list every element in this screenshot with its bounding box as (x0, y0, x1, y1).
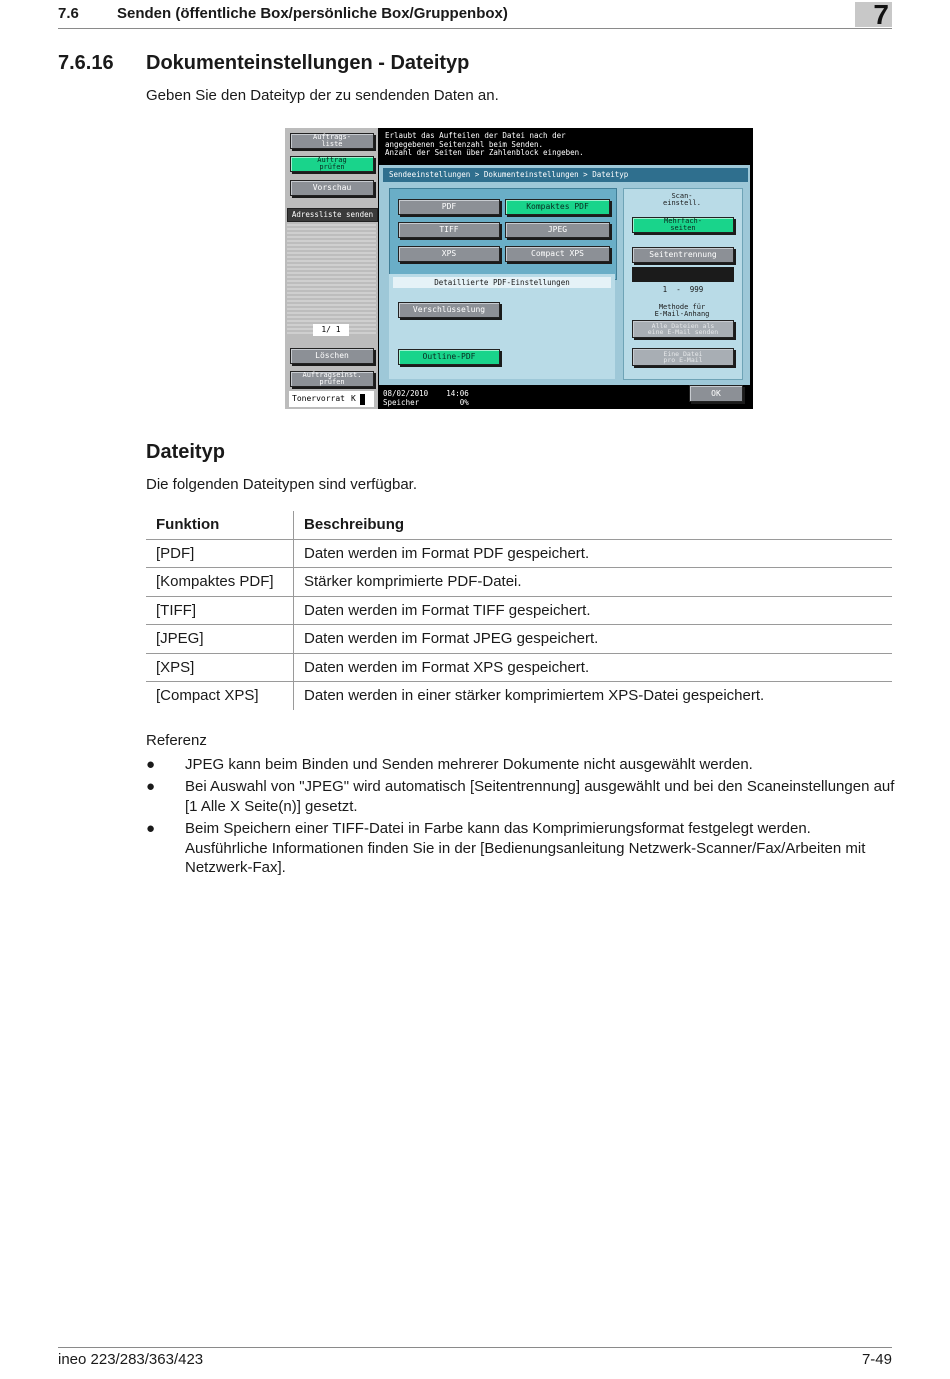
table-row (146, 682, 892, 711)
file-type-table (146, 511, 892, 711)
table-row (146, 625, 892, 654)
header-rule (58, 28, 892, 29)
toner-level-bar (360, 394, 365, 405)
table-header-function: Funktion (146, 511, 294, 539)
table-cell-function: [TIFF] (146, 596, 294, 625)
chapter-number: 7 (873, 0, 889, 30)
table-cell-description: Daten werden im Format PDF gespeichert. (294, 539, 893, 568)
delete-button[interactable]: Löschen (290, 348, 374, 364)
page-range-label: 1 - 999 (662, 285, 704, 294)
table-cell-function: [Kompaktes PDF] (146, 568, 294, 597)
file-type-pdf-button[interactable]: PDF (398, 199, 500, 215)
table-header-row (146, 511, 892, 539)
table-cell-function: [Compact XPS] (146, 682, 294, 711)
section-number: 7.6.16 (58, 52, 114, 74)
chapter-tab (855, 0, 892, 30)
control-panel-screenshot (285, 128, 753, 409)
date-time: 08/02/2010 14:06 (383, 389, 469, 398)
file-type-jpeg-button[interactable]: JPEG (505, 222, 610, 238)
memory-status: Speicher 0% (383, 398, 469, 407)
left-panel-list-area (287, 224, 376, 334)
pdf-settings-heading: Detaillierte PDF-Einstellungen (393, 277, 611, 288)
table-row (146, 596, 892, 625)
reference-item-text: Bei Auswahl von "JPEG" wird automatisch [Seitentrennung] ausgewählt und bei den Scaneinstellungen auf [1 Alle X Seite(n)] gesetzt. (185, 778, 895, 815)
file-type-compact-pdf-button[interactable]: Kompaktes PDF (505, 199, 610, 215)
one-file-per-email-button[interactable]: Eine Datei pro E-Mail (632, 348, 734, 366)
footer-model: ineo 223/283/363/423 (58, 1351, 204, 1368)
toner-label: Tonervorrat (292, 394, 345, 403)
check-job-button[interactable]: Auftrag prüfen (290, 156, 374, 172)
table-header-description: Beschreibung (304, 516, 405, 534)
file-type-xps-button[interactable]: XPS (398, 246, 500, 262)
table-cell-description: Stärker komprimierte PDF-Datei. (294, 568, 893, 597)
table-row (146, 539, 892, 568)
help-message: Erlaubt das Aufteilen der Datei nach der angegebenen Seitenzahl beim Senden. Anzahl der Seiten über Zahlenblock eingeben. (385, 131, 584, 157)
section-title: Dokumenteinstellungen - Dateityp (146, 52, 470, 74)
file-type-compact-xps-button[interactable]: Compact XPS (505, 246, 610, 262)
reference-label: Referenz (146, 732, 207, 749)
address-list-send-tab[interactable]: Adressliste senden (287, 208, 378, 222)
toner-color-label: K (351, 394, 356, 403)
table-row (146, 653, 892, 682)
page-counter: 1/ 1 (313, 324, 349, 336)
section-intro: Geben Sie den Dateityp der zu sendenden Daten an. (146, 87, 499, 104)
job-list-button[interactable]: Auftrags- liste (290, 133, 374, 149)
reference-item-text: JPEG kann beim Binden und Senden mehrerer Dokumente nicht ausgewählt werden. (185, 756, 753, 773)
email-method-label: Methode für E-Mail-Anhang (654, 303, 710, 318)
page-separation-button[interactable]: Seitentrennung (632, 247, 734, 263)
table-row (146, 568, 892, 597)
bullet-icon: ● (146, 756, 156, 773)
table-cell-function: [JPEG] (146, 625, 294, 654)
multi-page-button[interactable]: Mehrfach- seiten (632, 217, 734, 233)
footer-rule (58, 1347, 892, 1348)
file-type-tiff-button[interactable]: TIFF (398, 222, 500, 238)
footer-page-number: 7-49 (861, 1351, 892, 1368)
toner-status (289, 391, 374, 407)
all-files-one-email-button[interactable]: Alle Dateien als eine E-Mail senden (632, 320, 734, 338)
subsection-title: Dateityp (146, 441, 225, 463)
check-job-settings-button[interactable]: Auftragseinst. prüfen (290, 371, 374, 387)
encryption-button[interactable]: Verschlüsselung (398, 302, 500, 318)
ok-button[interactable]: OK (689, 385, 743, 402)
table-cell-description: Daten werden in einer stärker komprimiertem XPS-Datei gespeichert. (294, 682, 893, 711)
reference-item-text: Beim Speichern einer TIFF-Datei in Farbe kann das Komprimierungsformat festgelegt werden. Ausführliche Informationen finden Sie in der [Bedienungsanleitung Netzwerk-Scanner/Fax/Arbeiten mit Netzwerk-Fax]. (185, 820, 866, 876)
table-cell-description: Daten werden im Format JPEG gespeichert. (294, 625, 893, 654)
table-cell-function: [XPS] (146, 653, 294, 682)
breadcrumb: Sendeeinstellungen > Dokumenteinstellungen > Dateityp (383, 168, 748, 182)
preview-button[interactable]: Vorschau (290, 180, 374, 196)
bullet-icon: ● (146, 778, 156, 795)
header-section-title: Senden (öffentliche Box/persönliche Box/Gruppenbox) (117, 5, 508, 22)
subsection-intro: Die folgenden Dateitypen sind verfügbar. (146, 476, 418, 493)
table-cell-description: Daten werden im Format XPS gespeichert. (294, 653, 893, 682)
header-section-number: 7.6 (58, 5, 79, 22)
page-separation-display (632, 267, 734, 282)
bullet-icon: ● (146, 820, 156, 837)
outline-pdf-button[interactable]: Outline-PDF (398, 349, 500, 365)
scan-settings-label: Scan- einstell. (663, 192, 701, 207)
table-cell-function: [PDF] (146, 539, 294, 568)
table-cell-description: Daten werden im Format TIFF gespeichert. (294, 596, 893, 625)
